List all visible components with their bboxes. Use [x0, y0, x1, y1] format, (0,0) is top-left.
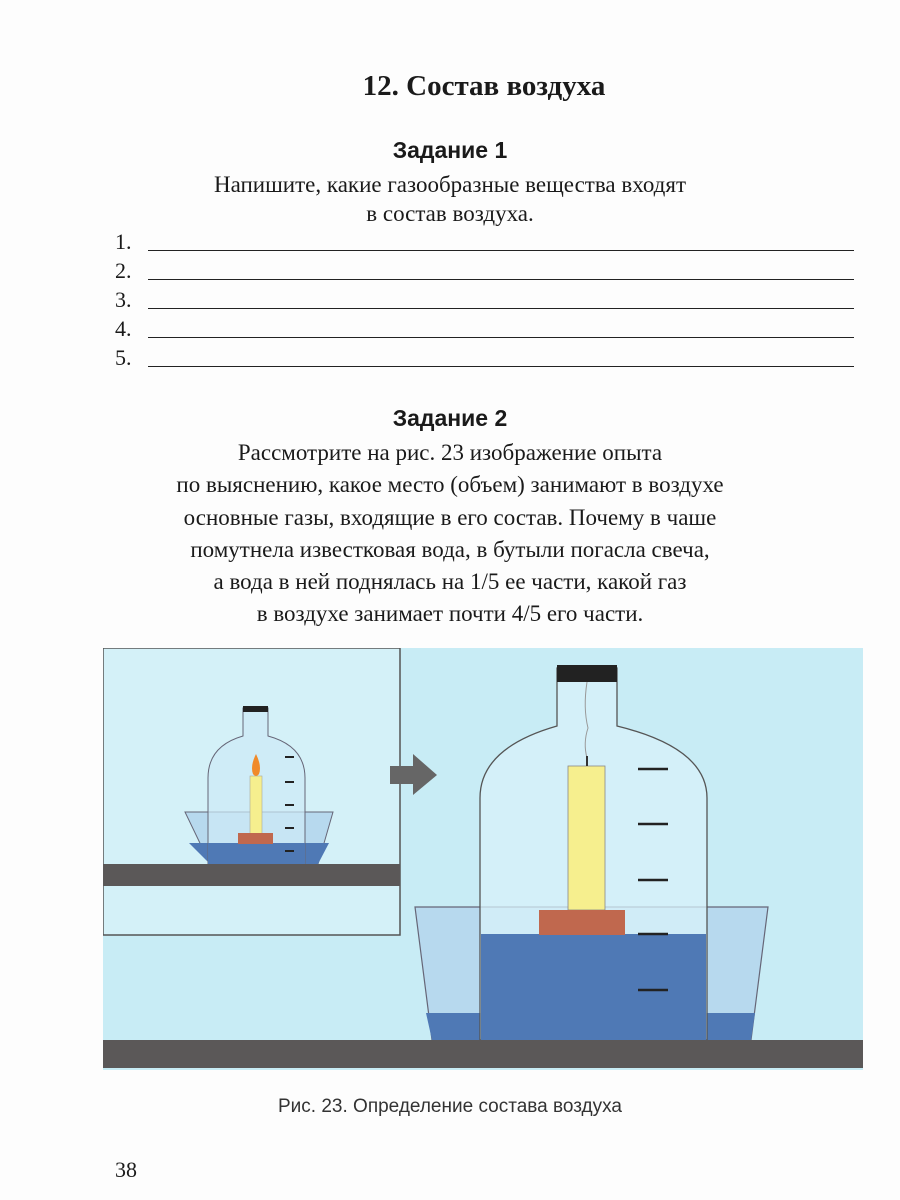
line-number: 2. [115, 258, 132, 283]
task1-heading: Задание 1 [392, 137, 508, 163]
page-number: 38 [115, 1157, 137, 1182]
small-candle-base [238, 833, 273, 844]
small-candle [250, 776, 262, 835]
task1-text-line: Напишите, какие газообразные вещества входят [213, 172, 687, 197]
line-number: 5. [115, 345, 132, 370]
task2-text-line: Рассмотрите на рис. 23 изображение опыта [237, 440, 663, 465]
small-bottle-water [208, 843, 305, 864]
task2-text-line: основные газы, входящие в его состав. Почему в чаше [183, 505, 717, 530]
large-ground [103, 1040, 863, 1068]
task2-heading: Задание 2 [392, 405, 508, 431]
answer-line-4[interactable] [115, 316, 860, 344]
small-bottle-cap [243, 706, 268, 712]
large-candle-base [539, 910, 625, 935]
task2-text-line: а вода в ней поднялась на 1/5 ее части, какой газ [213, 569, 687, 594]
task2-text-line: по выяснению, какое место (объем) занимают в воздухе [176, 472, 724, 497]
answer-line-1[interactable] [115, 229, 860, 257]
line-number: 1. [115, 229, 132, 254]
line-number: 4. [115, 316, 132, 341]
task2-text-line: помутнела известковая вода, в бутыли погасла свеча, [190, 537, 710, 562]
answer-line-3[interactable] [115, 287, 860, 315]
line-number: 3. [115, 287, 132, 312]
page-title: 12. Состав воздуха [362, 70, 606, 102]
answer-line-5[interactable] [115, 345, 860, 373]
large-bottle-water [481, 934, 706, 1040]
large-bottle-cap [557, 665, 617, 682]
small-ground [103, 864, 400, 886]
experiment-figure [103, 648, 863, 1070]
figure-caption: Рис. 23. Определение состава воздуха [278, 1096, 622, 1117]
task2-text-line: в воздухе занимает почти 4/5 его части. [256, 601, 644, 626]
large-candle [568, 766, 605, 910]
task1-text-line: в состав воздуха. [366, 201, 534, 226]
answer-line-2[interactable] [115, 258, 860, 286]
